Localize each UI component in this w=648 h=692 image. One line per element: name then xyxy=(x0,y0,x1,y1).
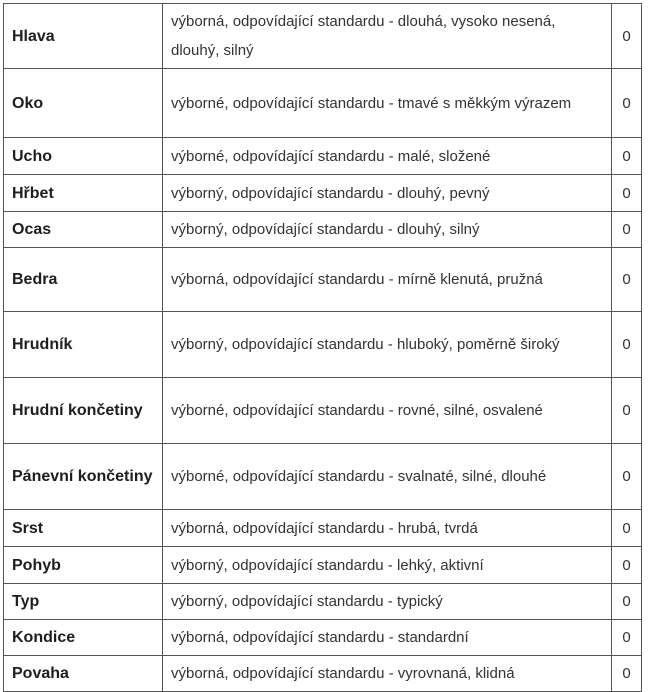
trait-name: Pánevní končetiny xyxy=(4,444,163,510)
trait-description: výborný, odpovídající standardu - hluboký, poměrně široký xyxy=(163,312,612,378)
trait-name: Hrudní končetiny xyxy=(4,378,163,444)
trait-score: 0 xyxy=(612,248,642,312)
trait-description: výborná, odpovídající standardu - mírně klenutá, pružná xyxy=(163,248,612,312)
trait-name: Pohyb xyxy=(4,547,163,584)
trait-name: Typ xyxy=(4,584,163,620)
table-row xyxy=(4,620,642,656)
table-row xyxy=(4,378,642,444)
table-row xyxy=(4,312,642,378)
table-row xyxy=(4,248,642,312)
table-row xyxy=(4,584,642,620)
trait-score: 0 xyxy=(612,212,642,248)
table-row xyxy=(4,69,642,138)
trait-description: výborný, odpovídající standardu - dlouhý, pevný xyxy=(163,175,612,212)
table-row xyxy=(4,212,642,248)
table-row xyxy=(4,444,642,510)
trait-description: výborné, odpovídající standardu - svalnaté, silné, dlouhé xyxy=(163,444,612,510)
trait-description: výborná, odpovídající standardu - standardní xyxy=(163,620,612,656)
trait-name: Srst xyxy=(4,510,163,547)
evaluation-table xyxy=(3,3,642,692)
trait-description: výborná, odpovídající standardu - dlouhá, vysoko nesená, dlouhý, silný xyxy=(163,4,612,69)
trait-name: Povaha xyxy=(4,656,163,692)
trait-score: 0 xyxy=(612,378,642,444)
trait-name: Kondice xyxy=(4,620,163,656)
trait-score: 0 xyxy=(612,584,642,620)
trait-score: 0 xyxy=(612,656,642,692)
trait-name: Ucho xyxy=(4,138,163,175)
table-row xyxy=(4,510,642,547)
trait-description: výborná, odpovídající standardu - hrubá, tvrdá xyxy=(163,510,612,547)
table-row xyxy=(4,175,642,212)
trait-name: Bedra xyxy=(4,248,163,312)
trait-description: výborný, odpovídající standardu - lehký, aktivní xyxy=(163,547,612,584)
trait-description: výborné, odpovídající standardu - tmavé s měkkým výrazem xyxy=(163,69,612,138)
trait-score: 0 xyxy=(612,620,642,656)
trait-description: výborný, odpovídající standardu - dlouhý, silný xyxy=(163,212,612,248)
trait-name: Hlava xyxy=(4,4,163,69)
trait-description: výborné, odpovídající standardu - malé, složené xyxy=(163,138,612,175)
trait-description: výborný, odpovídající standardu - typický xyxy=(163,584,612,620)
trait-description: výborné, odpovídající standardu - rovné, silné, osvalené xyxy=(163,378,612,444)
trait-score: 0 xyxy=(612,312,642,378)
trait-score: 0 xyxy=(612,175,642,212)
trait-score: 0 xyxy=(612,444,642,510)
table-row xyxy=(4,138,642,175)
table-row xyxy=(4,656,642,692)
trait-score: 0 xyxy=(612,4,642,69)
table-row xyxy=(4,4,642,69)
trait-description: výborná, odpovídající standardu - vyrovnaná, klidná xyxy=(163,656,612,692)
trait-score: 0 xyxy=(612,69,642,138)
trait-score: 0 xyxy=(612,138,642,175)
trait-score: 0 xyxy=(612,510,642,547)
table-row xyxy=(4,547,642,584)
trait-name: Hřbet xyxy=(4,175,163,212)
trait-name: Oko xyxy=(4,69,163,138)
trait-name: Ocas xyxy=(4,212,163,248)
trait-score: 0 xyxy=(612,547,642,584)
trait-name: Hrudník xyxy=(4,312,163,378)
